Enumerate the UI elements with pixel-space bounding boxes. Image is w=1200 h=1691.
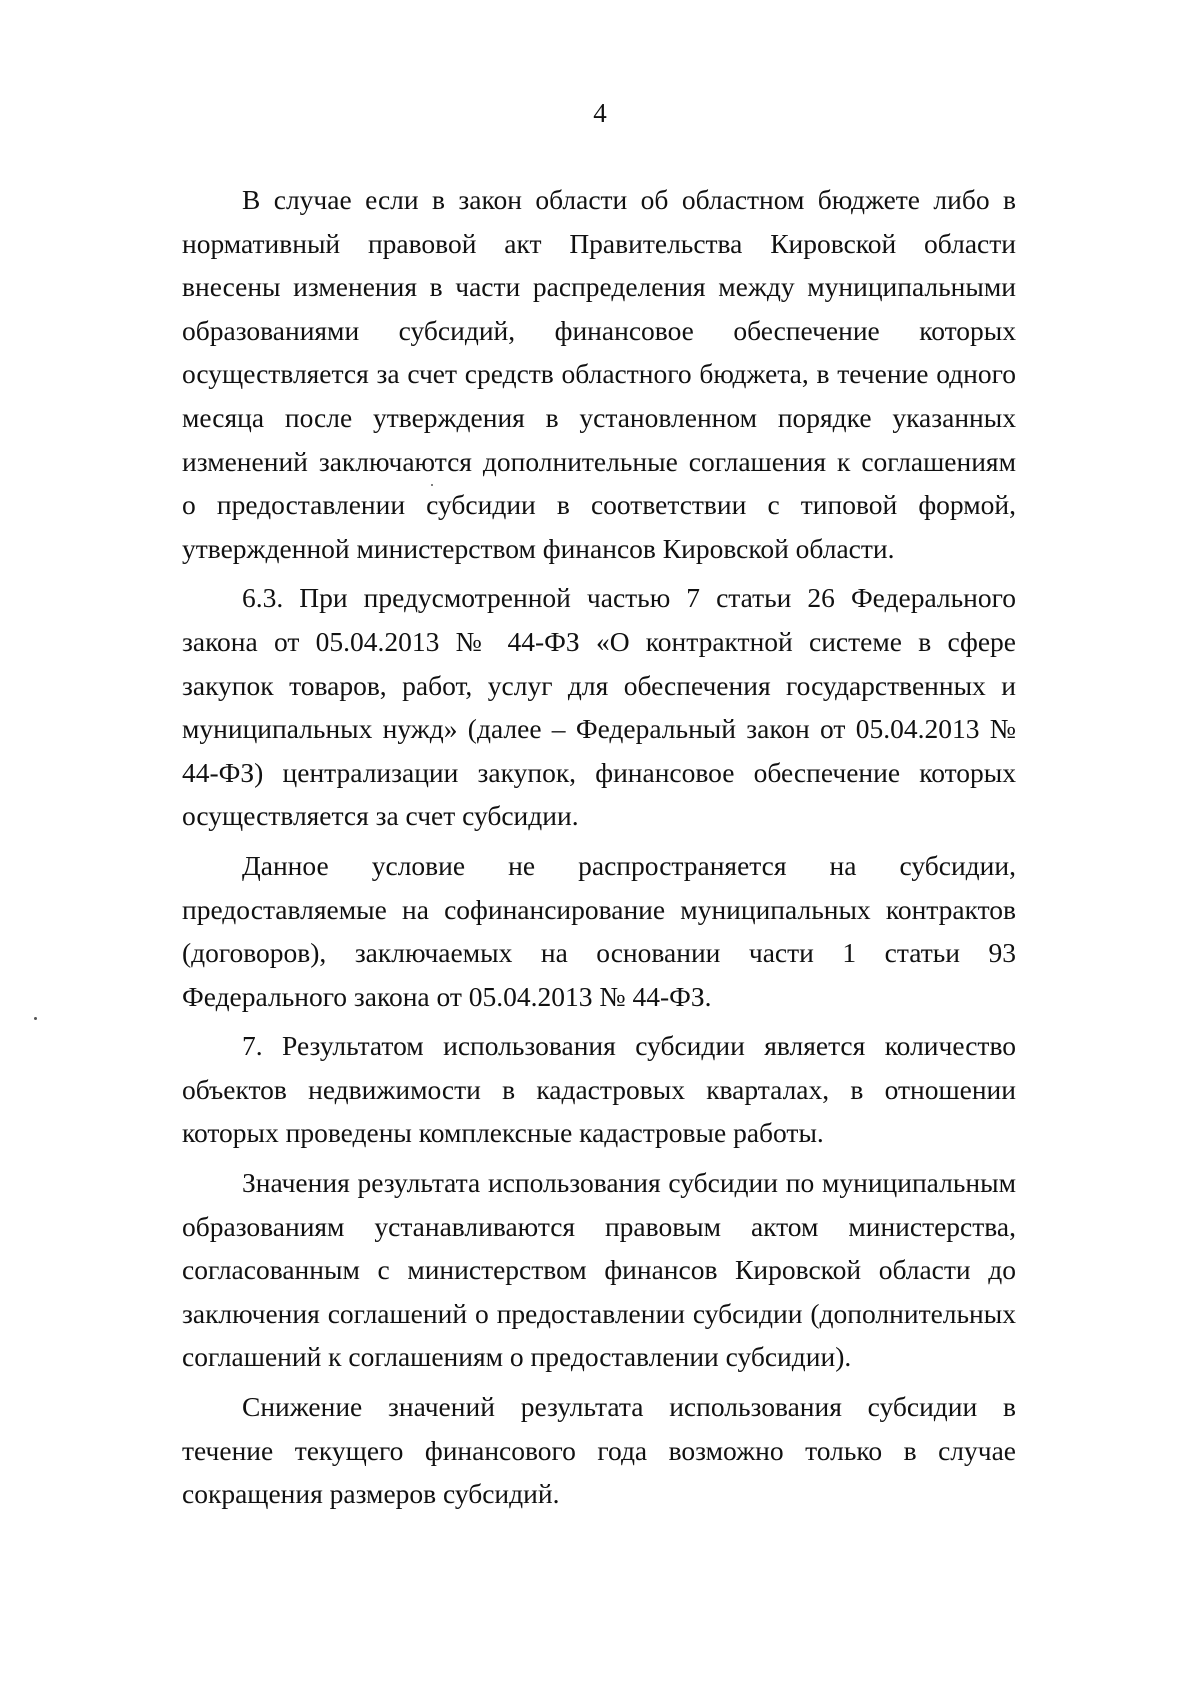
paragraph-result-reduction: Снижение значений результата использования субсидии в течение текущего финансового года возможно только в случае сокращения размеров субсидий. xyxy=(182,1391,1016,1510)
paragraph-7-result: 7. Результатом использования субсидии является количество объектов недвижимости в кадастровых кварталах, в отношении которых проведены комплексные кадастровые работы. xyxy=(182,1030,1016,1149)
paragraph-result-values: Значения результата использования субсидии по муниципальным образованиям устанавливаются правовым актом министерства, согласованным с министерством финансов Кировской области до заключения соглашений о предоставлении субсидии (дополнительных соглашений к соглашениям о предоставлении субсидии). xyxy=(182,1167,1016,1373)
scan-speck xyxy=(34,1017,37,1020)
scan-speck xyxy=(431,484,433,486)
paragraph-subsidy-amendments: В случае если в закон области об областном бюджете либо в нормативный правовой акт Правительства Кировской области внесены изменения в части распределения между муниципальными образованиями субсидий, финансовое обеспечение которых осуществляется за счет средств областного бюджета, в течение одного месяца после утверждения в установленном порядке указанных изменений заключаются дополнительные соглашения к соглашениям о предоставлении субсидии в соответствии с типовой формой, утвержденной министерством финансов Кировской области. xyxy=(182,184,1016,564)
body-text xyxy=(182,178,1016,1522)
page-number: 4 xyxy=(593,98,607,128)
paragraph-6-3: 6.3. При предусмотренной частью 7 статьи 26 Федерального закона от 05.04.2013 № 44-ФЗ «О контрактной системе в сфере закупок товаров, работ, услуг для обеспечения государственных и муниципальных нужд» (далее – Федеральный закон от 05.04.2013 № 44-ФЗ) централизации закупок, финансовое обеспечение которых осуществляется за счет субсидии. xyxy=(182,582,1016,832)
paragraph-condition-exception: Данное условие не распространяется на субсидии, предоставляемые на софинансирование муниципальных контрактов (договоров), заключаемых на основании части 1 статьи 93 Федерального закона от 05.04.2013 № 44-ФЗ. xyxy=(182,849,1016,1012)
